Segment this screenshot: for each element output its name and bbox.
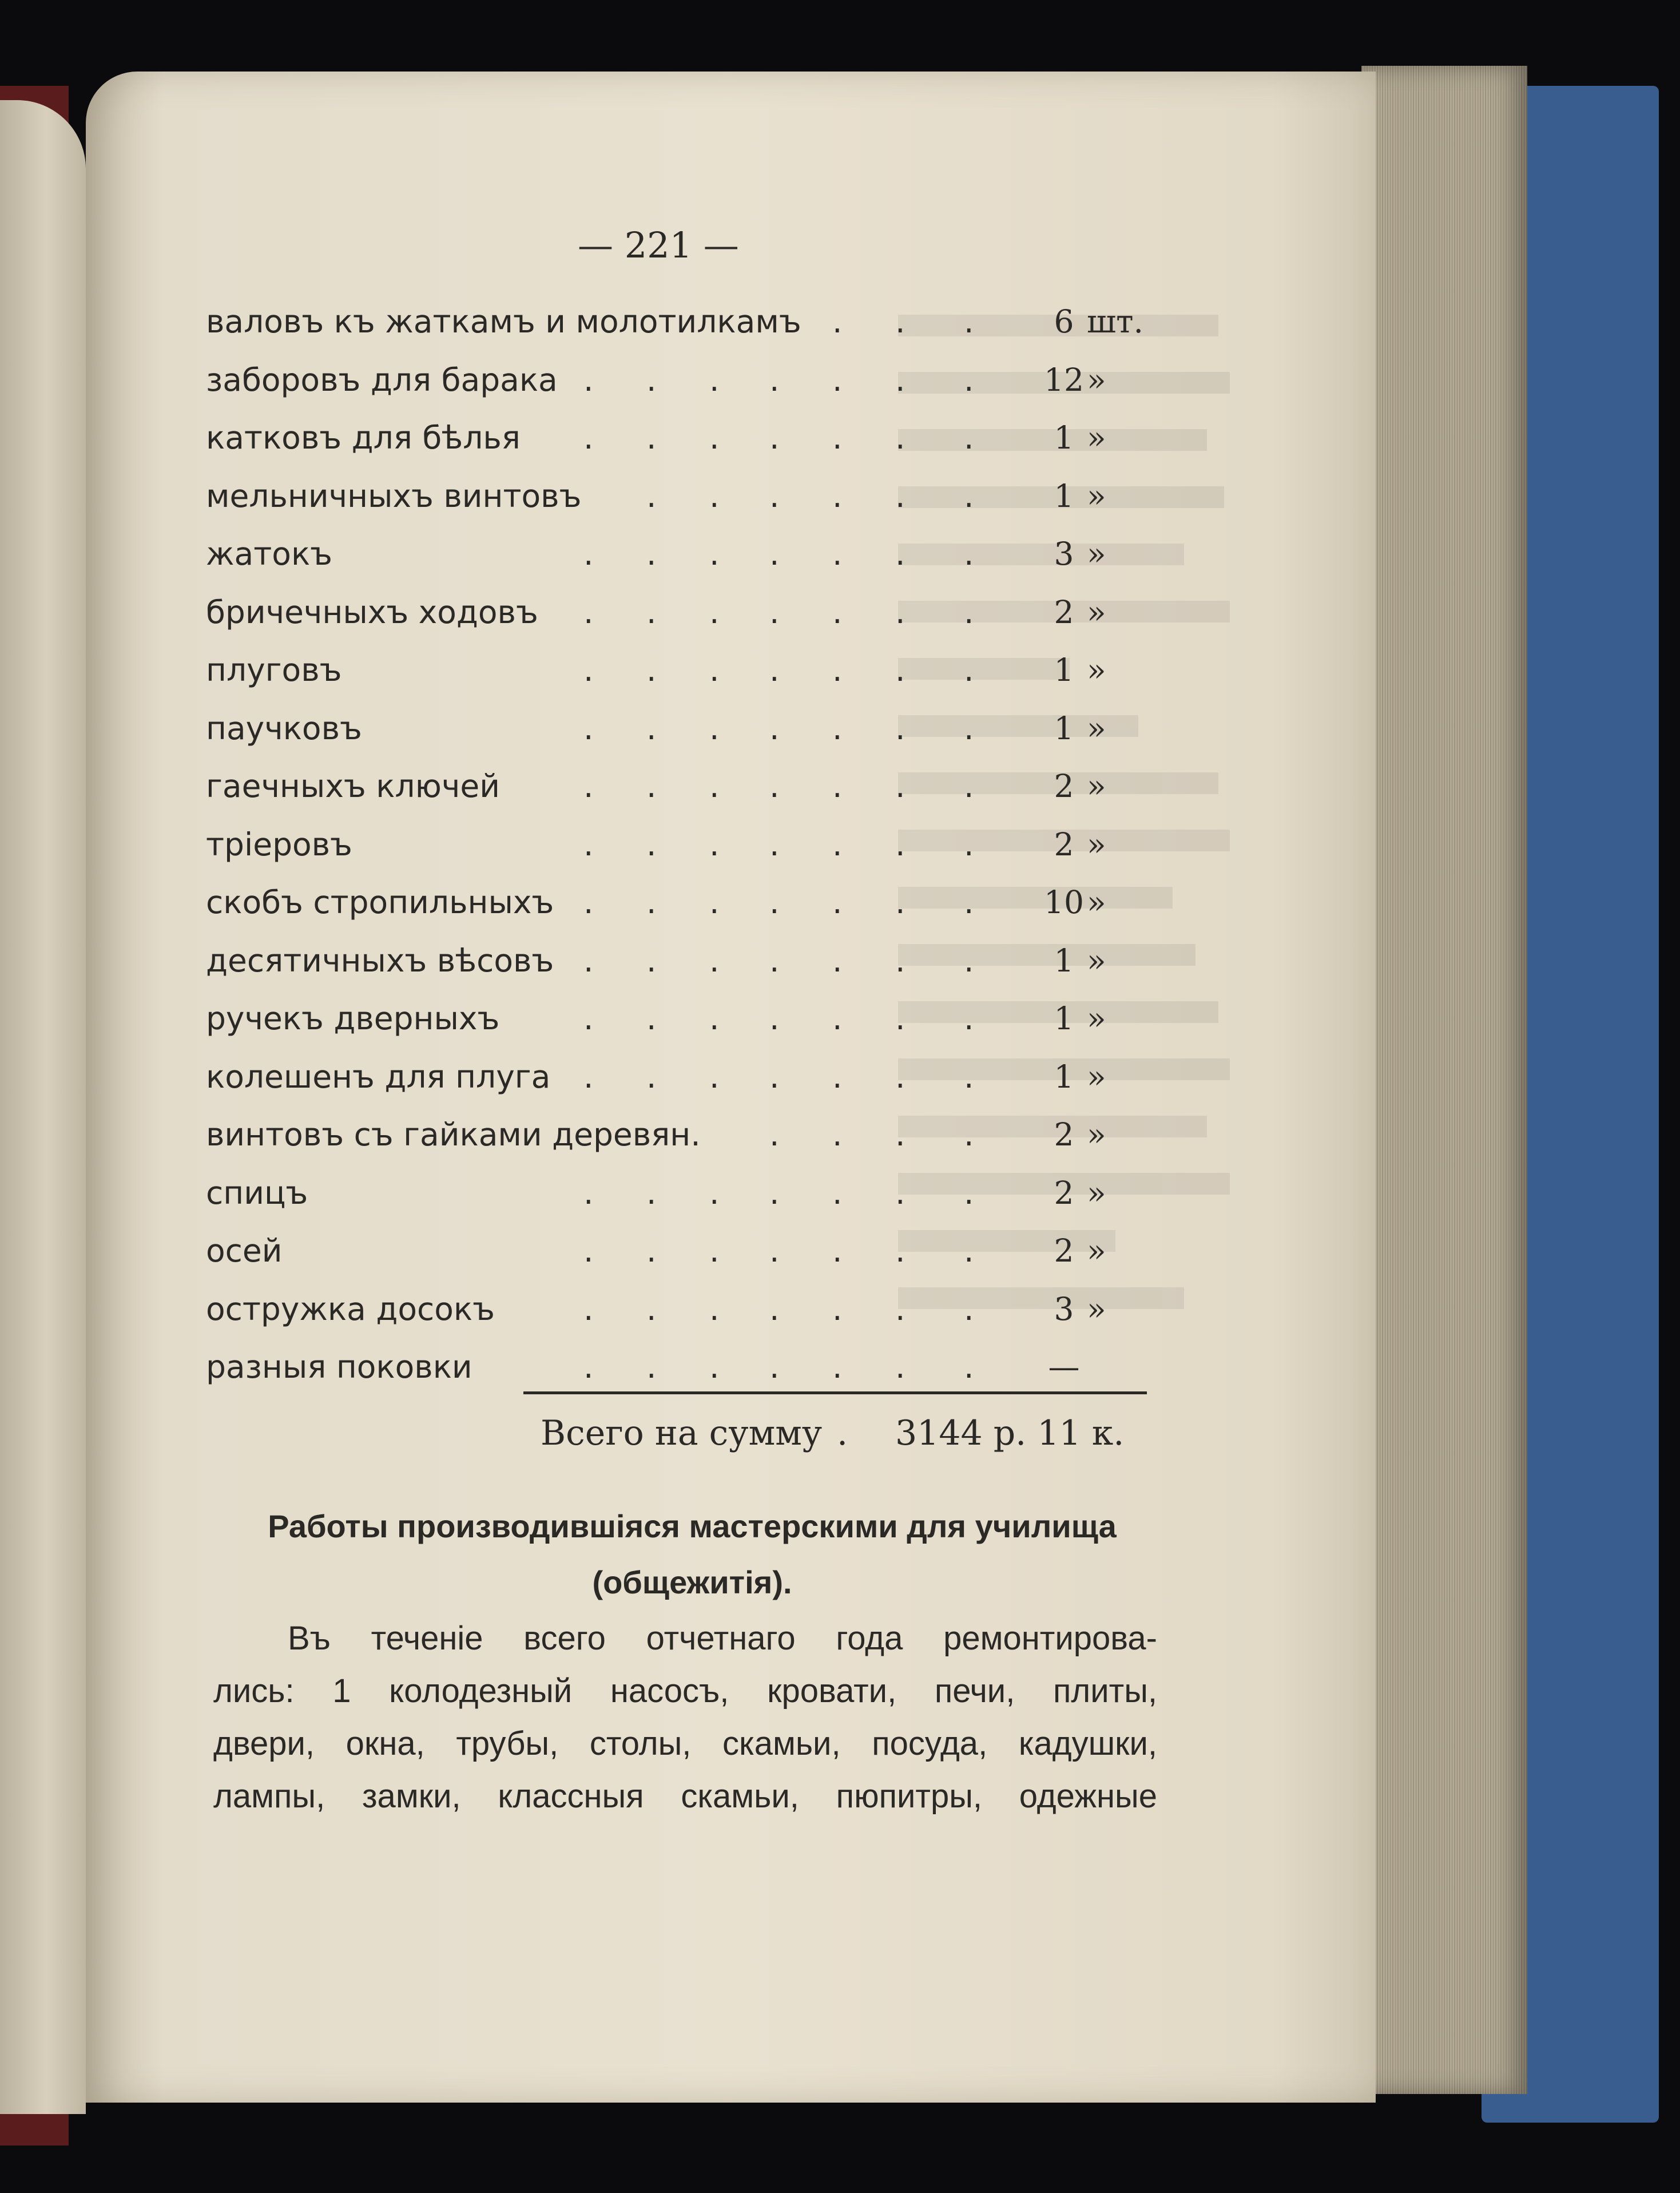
leader-dot: . xyxy=(832,1349,843,1385)
leader-dot: . xyxy=(583,1290,594,1327)
leader-dot: . xyxy=(832,768,843,804)
leader-dot: . xyxy=(769,768,780,804)
paragraph-line: Въ теченіе всего отчетнаго года ремонтирова- xyxy=(288,1620,1157,1657)
leader-dot: . xyxy=(964,361,974,398)
item-quantity: 1 xyxy=(1054,1058,1074,1095)
leader-dot: . xyxy=(769,826,780,863)
item-unit: » xyxy=(1087,709,1106,747)
leader-dot: . xyxy=(709,477,720,514)
leader-dot: . xyxy=(769,709,780,747)
leader-dot: . xyxy=(583,593,594,630)
item-name: спицъ xyxy=(206,1174,308,1211)
list-item xyxy=(206,826,1155,883)
item-quantity: 2 xyxy=(1054,593,1074,630)
leader-dot: . xyxy=(646,477,657,514)
leader-dot: . xyxy=(583,884,594,921)
leader-dot: . xyxy=(709,768,720,804)
leader-dot: . xyxy=(769,419,780,456)
item-name: гаечныхъ ключей xyxy=(206,768,500,804)
list-item xyxy=(206,1058,1155,1116)
leader-dot: . xyxy=(832,652,843,688)
item-unit: » xyxy=(1087,477,1106,514)
leader-dot: . xyxy=(964,768,974,804)
page-stack-edge xyxy=(1361,66,1527,2094)
list-item xyxy=(206,303,1155,360)
leader-dot: . xyxy=(832,1058,843,1095)
item-name: катковъ для бѣлья xyxy=(206,419,521,456)
item-name: валовъ къ жаткамъ и молотилкамъ xyxy=(206,303,801,340)
leader-dot: . xyxy=(832,709,843,747)
leader-dot: . xyxy=(832,884,843,921)
leader-dot: . xyxy=(964,1290,974,1327)
item-name: десятичныхъ вѣсовъ xyxy=(206,942,554,979)
leader-dot: . xyxy=(964,1116,974,1153)
leader-dot: . xyxy=(769,1290,780,1327)
item-quantity: 2 xyxy=(1054,1232,1074,1269)
leader-dot: . xyxy=(964,1000,974,1037)
leader-dot: . xyxy=(646,1058,657,1095)
item-name: мельничныхъ винтовъ xyxy=(206,477,582,514)
list-item xyxy=(206,362,1155,419)
leader-dot: . xyxy=(646,1000,657,1037)
leader-dot: . xyxy=(964,303,974,340)
leader-dot: . xyxy=(769,1058,780,1095)
leader-dot: . xyxy=(646,652,657,688)
leader-dot: . xyxy=(832,1290,843,1327)
total-label: Всего на сумму xyxy=(541,1413,823,1453)
leader-dot: . xyxy=(895,1232,905,1269)
leader-dot: . xyxy=(646,826,657,863)
item-quantity: 1 xyxy=(1054,1000,1074,1037)
leader-dot: . xyxy=(583,942,594,979)
leader-dot: . xyxy=(895,1349,905,1385)
leader-dot: . xyxy=(709,652,720,688)
leader-dot: . xyxy=(832,1174,843,1211)
list-item xyxy=(206,594,1155,651)
leader-dot: . xyxy=(769,942,780,979)
leader-dot: . xyxy=(832,477,843,514)
leader-dot: . xyxy=(895,361,905,398)
leader-dot: . xyxy=(583,1174,594,1211)
leader-dot: . xyxy=(895,477,905,514)
leader-dot: . xyxy=(583,1058,594,1095)
list-item xyxy=(206,1232,1155,1290)
leader-dot: . xyxy=(964,884,974,921)
item-unit: » xyxy=(1087,768,1106,804)
item-unit: » xyxy=(1087,1232,1106,1269)
leader-dot: . xyxy=(964,709,974,747)
leader-dot: . xyxy=(583,652,594,688)
item-unit: » xyxy=(1087,826,1106,863)
item-quantity: 2 xyxy=(1054,768,1074,804)
list-item xyxy=(206,1000,1155,1057)
list-item xyxy=(206,710,1155,767)
item-unit: » xyxy=(1087,884,1106,921)
item-unit: » xyxy=(1087,1116,1106,1153)
leader-dot: . xyxy=(709,826,720,863)
leader-dot: . xyxy=(832,593,843,630)
list-item xyxy=(206,1349,1155,1406)
list-item xyxy=(206,1291,1155,1348)
item-unit: » xyxy=(1087,942,1106,979)
leader-dot: . xyxy=(709,1000,720,1037)
item-name: ручекъ дверныхъ xyxy=(206,1000,500,1037)
leader-dot: . xyxy=(646,1290,657,1327)
leader-dot: . xyxy=(832,536,843,572)
list-item xyxy=(206,536,1155,593)
item-name: тріеровъ xyxy=(206,826,352,863)
leader-dot: . xyxy=(832,361,843,398)
item-name: жатокъ xyxy=(206,536,333,572)
leader-dot: . xyxy=(583,1349,594,1385)
list-item xyxy=(206,478,1155,535)
leader-dot: . xyxy=(583,361,594,398)
leader-dot: . xyxy=(646,709,657,747)
item-name: бричечныхъ ходовъ xyxy=(206,593,538,630)
item-unit: » xyxy=(1087,652,1106,688)
leader-dot: . xyxy=(895,1000,905,1037)
leader-dot: . xyxy=(964,1174,974,1211)
leader-dot: . xyxy=(646,1232,657,1269)
leader-dot: . xyxy=(646,536,657,572)
leader-dot: . xyxy=(709,361,720,398)
item-quantity: 12 xyxy=(1044,361,1084,398)
item-unit: » xyxy=(1087,361,1106,398)
item-name: осей xyxy=(206,1232,283,1269)
paragraph xyxy=(213,1612,1157,1823)
leader-dot: . xyxy=(583,536,594,572)
left-page-edge xyxy=(0,100,86,2114)
leader-dot: . xyxy=(646,593,657,630)
leader-dot: . xyxy=(583,826,594,863)
item-name: скобъ стропильныхъ xyxy=(206,884,554,921)
leader-dot: . xyxy=(646,1349,657,1385)
leader-dot: . xyxy=(832,1116,843,1153)
leader-dot: . xyxy=(709,1174,720,1211)
leader-dot: . xyxy=(769,1000,780,1037)
leader-dot: . xyxy=(964,1349,974,1385)
leader-dot: . xyxy=(895,942,905,979)
paragraph-line: лампы, замки, классныя скамьи, пюпитры, одежные xyxy=(213,1778,1157,1815)
item-quantity: — xyxy=(1048,1349,1080,1385)
leader-dot: . xyxy=(895,709,905,747)
leader-dot: . xyxy=(895,593,905,630)
leader-dot: . xyxy=(583,768,594,804)
leader-dot: . xyxy=(832,1000,843,1037)
list-item xyxy=(206,884,1155,941)
leader-dot: . xyxy=(769,884,780,921)
item-quantity: 1 xyxy=(1054,942,1074,979)
item-quantity: 1 xyxy=(1054,419,1074,456)
leader-dot: . xyxy=(832,419,843,456)
leader-dot: . xyxy=(709,942,720,979)
leader-dot: . xyxy=(964,536,974,572)
list-item xyxy=(206,652,1155,709)
leader-dot: . xyxy=(895,303,905,340)
item-name: паучковъ xyxy=(206,709,362,747)
leader-dot: . xyxy=(583,1000,594,1037)
leader-dot: . xyxy=(895,1290,905,1327)
leader-dot: . xyxy=(895,826,905,863)
item-unit: » xyxy=(1087,1058,1106,1095)
item-quantity: 1 xyxy=(1054,477,1074,514)
leader-dot: . xyxy=(769,1116,780,1153)
leader-dot: . xyxy=(895,1116,905,1153)
item-unit: » xyxy=(1087,419,1106,456)
leader-dot: . xyxy=(709,1349,720,1385)
item-name: остружка досокъ xyxy=(206,1290,495,1327)
leader-dot: . xyxy=(769,1174,780,1211)
item-name: колешенъ для плуга xyxy=(206,1058,551,1095)
leader-dot: . xyxy=(769,1232,780,1269)
section-heading-line2: (общежитія). xyxy=(592,1564,792,1600)
leader-dot: . xyxy=(895,1174,905,1211)
leader-dot: . xyxy=(895,419,905,456)
leader-dot: . xyxy=(646,419,657,456)
item-quantity: 6 xyxy=(1054,303,1074,340)
leader-dot: . xyxy=(964,826,974,863)
leader-dot: . xyxy=(583,1232,594,1269)
leader-dot: . xyxy=(769,536,780,572)
leader-dot: . xyxy=(964,942,974,979)
paragraph-line: лись: 1 колодезный насосъ, кровати, печи, плиты, xyxy=(213,1672,1157,1710)
leader-dot: . xyxy=(646,942,657,979)
leader-dot: . xyxy=(832,942,843,979)
item-unit: » xyxy=(1087,536,1106,572)
total-rule xyxy=(523,1391,1147,1394)
item-unit: » xyxy=(1087,593,1106,630)
leader-dot: . xyxy=(769,361,780,398)
leader-dot: . xyxy=(709,536,720,572)
leader-dot: . xyxy=(709,709,720,747)
total-dot: . xyxy=(837,1413,848,1453)
item-quantity: 1 xyxy=(1054,709,1074,747)
total-amount: 3144 р. 11 к. xyxy=(895,1413,1125,1453)
leader-dot: . xyxy=(895,768,905,804)
leader-dot: . xyxy=(646,768,657,804)
leader-dot: . xyxy=(709,1232,720,1269)
item-unit: » xyxy=(1087,1174,1106,1211)
leader-dot: . xyxy=(895,652,905,688)
paragraph-line: двери, окна, трубы, столы, скамьи, посуда, кадушки, xyxy=(213,1725,1157,1762)
leader-dot: . xyxy=(646,361,657,398)
leader-dot: . xyxy=(964,477,974,514)
item-quantity: 2 xyxy=(1054,1174,1074,1211)
section-heading-line1: Работы производившіяся мастерскими для училища xyxy=(268,1508,1117,1544)
item-quantity: 2 xyxy=(1054,826,1074,863)
leader-dot: . xyxy=(832,826,843,863)
leader-dot: . xyxy=(895,536,905,572)
leader-dot: . xyxy=(709,1058,720,1095)
item-name: плуговъ xyxy=(206,652,342,688)
item-name: винтовъ съ гайками деревян. xyxy=(206,1116,701,1153)
leader-dot: . xyxy=(646,884,657,921)
item-unit: шт. xyxy=(1087,303,1144,340)
item-name: разныя поковки xyxy=(206,1349,472,1385)
leader-dot: . xyxy=(964,593,974,630)
list-item xyxy=(206,419,1155,477)
list-item xyxy=(206,942,1155,1000)
leader-dot: . xyxy=(709,593,720,630)
item-quantity: 10 xyxy=(1044,884,1084,921)
leader-dot: . xyxy=(895,884,905,921)
item-name: заборовъ для барака xyxy=(206,361,558,398)
leader-dot: . xyxy=(769,1349,780,1385)
leader-dot: . xyxy=(709,1290,720,1327)
item-unit: » xyxy=(1087,1000,1106,1037)
leader-dot: . xyxy=(769,477,780,514)
list-item xyxy=(206,768,1155,825)
item-unit: » xyxy=(1087,1290,1106,1327)
leader-dot: . xyxy=(709,884,720,921)
leader-dot: . xyxy=(964,419,974,456)
list-item xyxy=(206,1116,1155,1173)
leader-dot: . xyxy=(832,1232,843,1269)
leader-dot: . xyxy=(964,1232,974,1269)
list-item xyxy=(206,1175,1155,1232)
item-quantity: 1 xyxy=(1054,652,1074,688)
leader-dot: . xyxy=(769,593,780,630)
leader-dot: . xyxy=(964,652,974,688)
item-quantity: 3 xyxy=(1054,536,1074,572)
leader-dot: . xyxy=(895,1058,905,1095)
leader-dot: . xyxy=(646,1174,657,1211)
item-quantity: 2 xyxy=(1054,1116,1074,1153)
leader-dot: . xyxy=(583,709,594,747)
leader-dot: . xyxy=(964,1058,974,1095)
leader-dot: . xyxy=(769,652,780,688)
leader-dot: . xyxy=(583,419,594,456)
page-number: — 221 — xyxy=(578,224,739,266)
leader-dot: . xyxy=(832,303,843,340)
leader-dot: . xyxy=(709,419,720,456)
item-quantity: 3 xyxy=(1054,1290,1074,1327)
